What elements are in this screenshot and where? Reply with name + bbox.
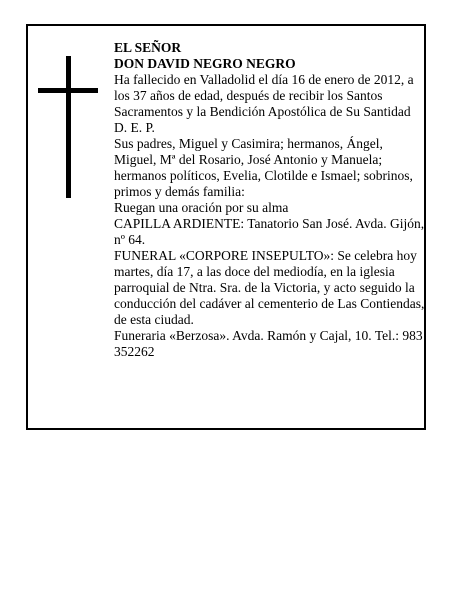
- deceased-name: DON DAVID NEGRO NEGRO: [114, 56, 296, 71]
- obituary-notice: [26, 24, 426, 430]
- funeral-home-info: Funeraria «Berzosa». Avda. Ramón y Cajal, 10. Tel.: 983 352262: [114, 328, 423, 359]
- obituary-title: EL SEÑOR: [114, 40, 182, 55]
- funeral-info: FUNERAL «CORPORE INSEPULTO»: Se celebra hoy martes, día 17, a las doce del mediodía, en la iglesia parroquial de Ntra. Sra. de la Victoria, y acto seguido la conducción del cadáver al cementerio de Las Contiendas, de esta ciudad.: [114, 248, 425, 327]
- death-announcement: Ha fallecido en Valladolid el día 16 de enero de 2012, a los 37 años de edad, después de recibir los Santos Sacramentos y la Bendición Apostólica de Su Santidad D. E. P.: [114, 72, 414, 135]
- cross-vertical-bar: [66, 56, 71, 198]
- chapel-info: CAPILLA ARDIENTE: Tanatorio San José. Avda. Gijón, nº 64.: [114, 216, 425, 247]
- obituary-text: [114, 40, 426, 360]
- prayer-request: Ruegan una oración por su alma: [114, 200, 289, 215]
- cross-horizontal-bar: [38, 88, 98, 93]
- latin-cross-icon: [38, 56, 98, 198]
- family-list: Sus padres, Miguel y Casimira; hermanos, Ángel, Miguel, Mª del Rosario, José Antonio y Manuela; hermanos políticos, Evelia, Clotilde e Ismael; sobrinos, primos y demás familia:: [114, 136, 413, 199]
